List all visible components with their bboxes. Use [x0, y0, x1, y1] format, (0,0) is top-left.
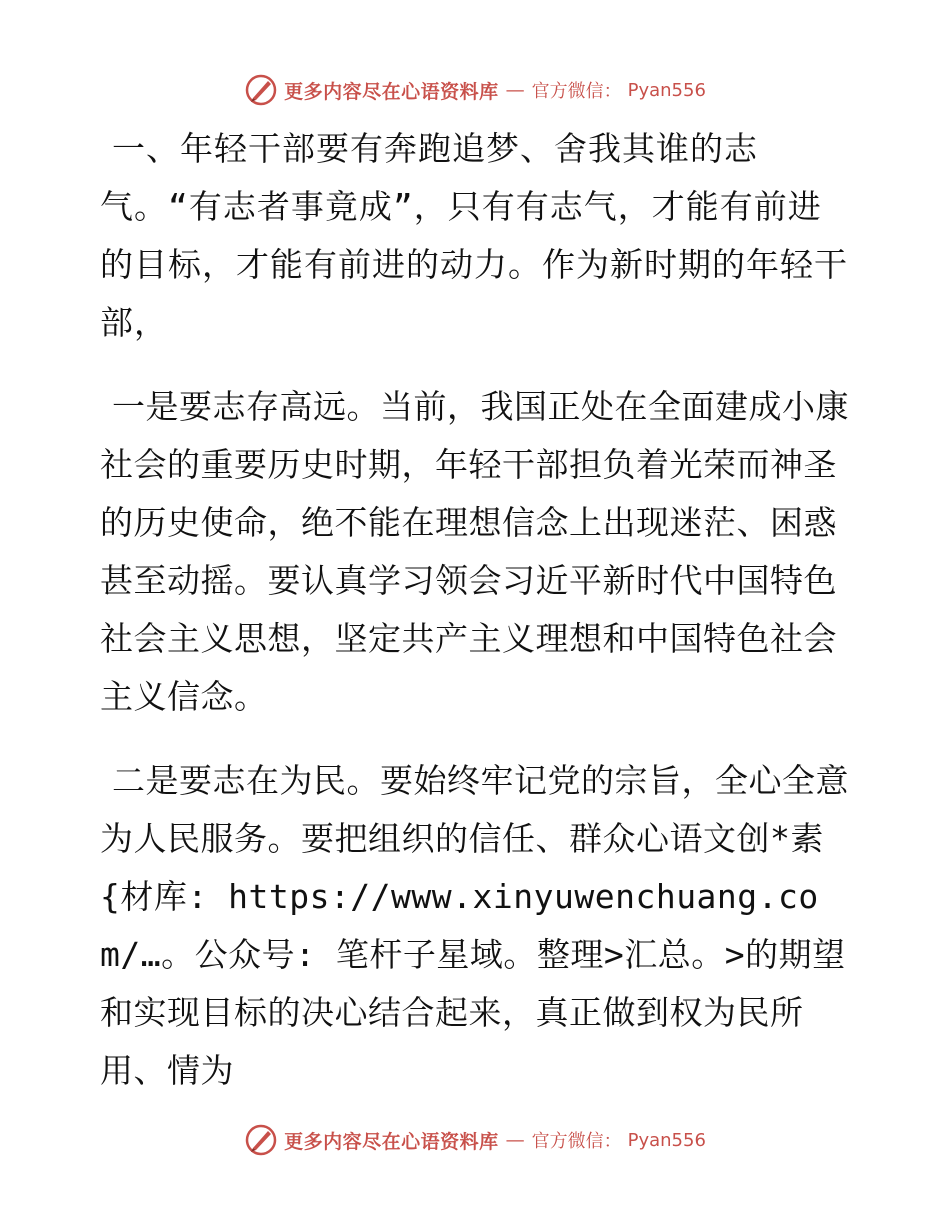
watermark-wechat-id: Pyan556 [627, 1129, 706, 1151]
watermark-wechat-label: 官方微信： [531, 1131, 622, 1152]
watermark-wechat-label: 官方微信： [531, 81, 622, 102]
paragraph: 二是要志在为民。要始终牢记党的宗旨，全心全意为人民服务。要把组织的信任、群众心语文创*素{材库: https://www.xinyuwenchuang.com/…。公众号: 笔杆子星域。整理>汇总。>的期望和实现目标的决心结合起来，真正做到权为民所用、情为 [100, 761, 849, 1090]
quill-pen-logo-icon [244, 73, 278, 107]
watermark-wechat-id: Pyan556 [627, 79, 706, 101]
watermark-brand-text: 更多内容尽在心语资料库 [284, 80, 499, 103]
header-watermark [0, 70, 950, 110]
paragraph: 一、年轻干部要有奔跑追梦、舍我其谁的志气。“有志者事竟成”，只有有志气，才能有前进的目标，才能有前进的动力。作为新时期的年轻干部， [100, 129, 848, 342]
watermark-separator: — [505, 1129, 525, 1151]
footer-watermark [0, 1120, 950, 1160]
paragraph: 一是要志存高远。当前，我国正处在全面建成小康社会的重要历史时期，年轻干部担负着光荣而神圣的历史使命，绝不能在理想信念上出现迷茫、困惑甚至动摇。要认真学习领会习近平新时代中国特色社会主义思想，坚定共产主义理想和中国特色社会主义信念。 [100, 387, 849, 716]
document-body [100, 120, 850, 1126]
watermark-brand-text: 更多内容尽在心语资料库 [284, 1130, 499, 1153]
quill-pen-logo-icon [244, 1123, 278, 1157]
watermark-separator: — [505, 79, 525, 101]
